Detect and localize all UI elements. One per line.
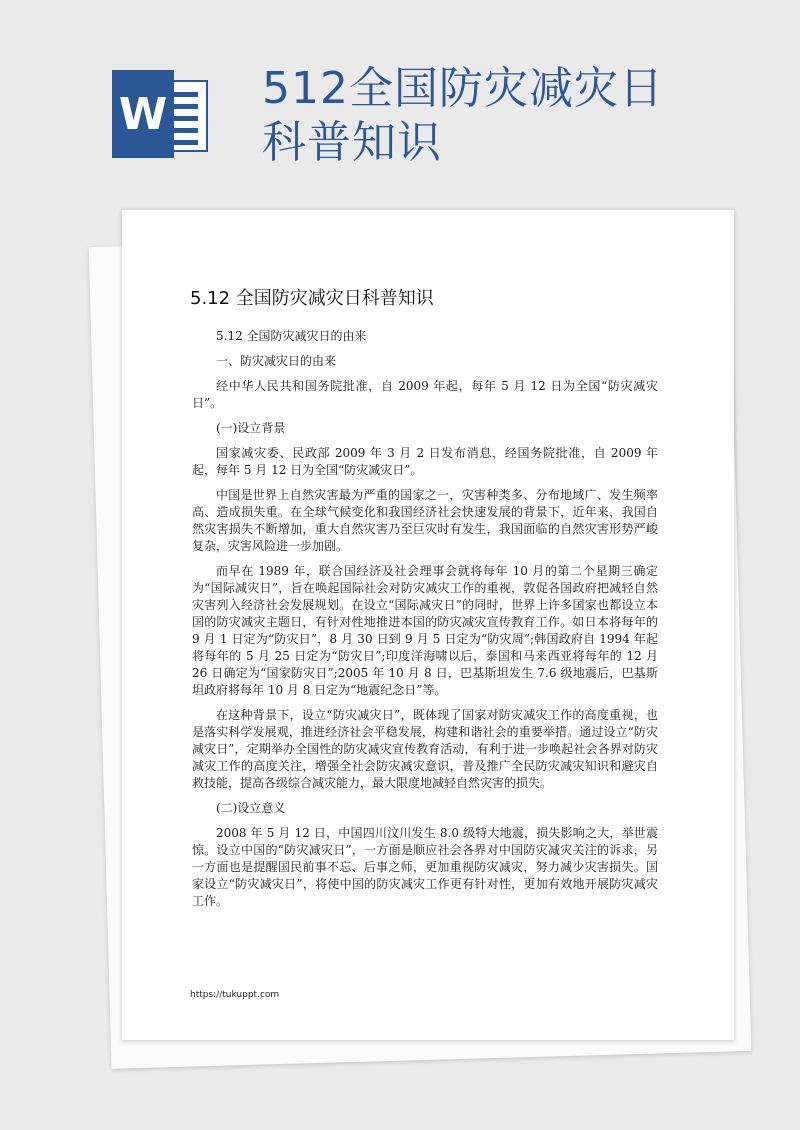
- page-title: 512全国防灾减灾日科普知识: [262, 63, 664, 168]
- paragraph-context: 在这种背景下，设立“防灾减灾日”，既体现了国家对防灾减灾工作的高度重视，也是落实科学发展观，推进经济社会平稳发展，构建和谐社会的重要举措。通过设立“防灾减灾日”，定期举办全国性的防灾减灾宣传教育活动，有利于进一步唤起社会各界对防灾减灾工作的高度关注，增强全社会防灾减灾意识，普及推广全民防灾减灾知识和避灾自救技能，提高各级综合减灾能力，最大限度地减轻自然灾害的损失。: [192, 708, 658, 790]
- paragraph-subtitle: 5.12 全国防灾减灾日的由来: [216, 329, 367, 343]
- paragraph-china-disasters: 中国是世界上自然灾害最为严重的国家之一，灾害种类多、分布地域广、发生频率高、造成损失重。在全球气候变化和我国经济社会快速发展的背景下，近年来，我国自然灾害损失不断增加，重大自然灾害乃至巨灾时有发生，我国面临的自然灾害形势严峻复杂，灾害风险进一步加剧。: [192, 488, 658, 553]
- paragraph-international: 而早在 1989 年，联合国经济及社会理事会就将每年 10 月的第二个星期三确定为“国际减灾日”，旨在唤起国际社会对防灾减灾工作的重视，敦促各国政府把减轻自然灾害列入经济社会发展规划。在设立“国际减灾日”的同时，世界上许多国家也都设立本国的防灾减灾主题日，有针对性地推进本国的防灾减灾宣传教育工作。如日本将每年的 9 月 1 日定为“防灾日”，8 月 30 日到 9 月 5 日定为“防灾周”;韩国政府自 1994 年起将每年的 5 月 25 日定为“防灾日”;印度洋海啸以后，泰国和马来西亚将每年的 12 月 26 日确定为“国家防灾日”;2005 年 10 月 8 日，巴基斯坦发生 7.6 级地震后，巴基斯坦政府将每年 10 月 8 日定为“地震纪念日”等。: [192, 564, 658, 697]
- paragraph-heading-background: (一)设立背景: [216, 421, 286, 435]
- paragraph-intro: 经中华人民共和国务院批准，自 2009 年起，每年 5 月 12 日为全国“防灾减灾日”。: [192, 379, 658, 410]
- document-page: [122, 210, 734, 1040]
- document-body: [192, 328, 658, 918]
- document-title: 5.12 全国防灾减灾日科普知识: [190, 288, 434, 309]
- word-icon-letter: W: [112, 70, 174, 158]
- header: [0, 0, 800, 200]
- source-url: https://tukuppt.com: [190, 990, 280, 1000]
- paragraph-heading-1: 一、防灾减灾日的由来: [216, 354, 337, 368]
- paragraph-heading-significance: (二)设立意义: [216, 801, 286, 815]
- paragraph-announcement: 国家减灾委、民政部 2009 年 3 月 2 日发布消息，经国务院批准，自 2009 年起，每年 5 月 12 日为全国“防灾减灾日”。: [192, 446, 658, 477]
- word-icon: [112, 70, 212, 158]
- paragraph-wenchuan: 2008 年 5 月 12 日，中国四川汶川发生 8.0 级特大地震，损失影响之大，举世震惊。设立中国的“防灾减灾日”，一方面是顺应社会各界对中国防灾减灾关注的诉求，另一方面也是提醒国民前事不忘、后事之师，更加重视防灾减灾，努力减少灾害损失。国家设立“防灾减灾日”，将使中国的防灾减灾工作更有针对性，更加有效地开展防灾减灾工作。: [192, 826, 658, 908]
